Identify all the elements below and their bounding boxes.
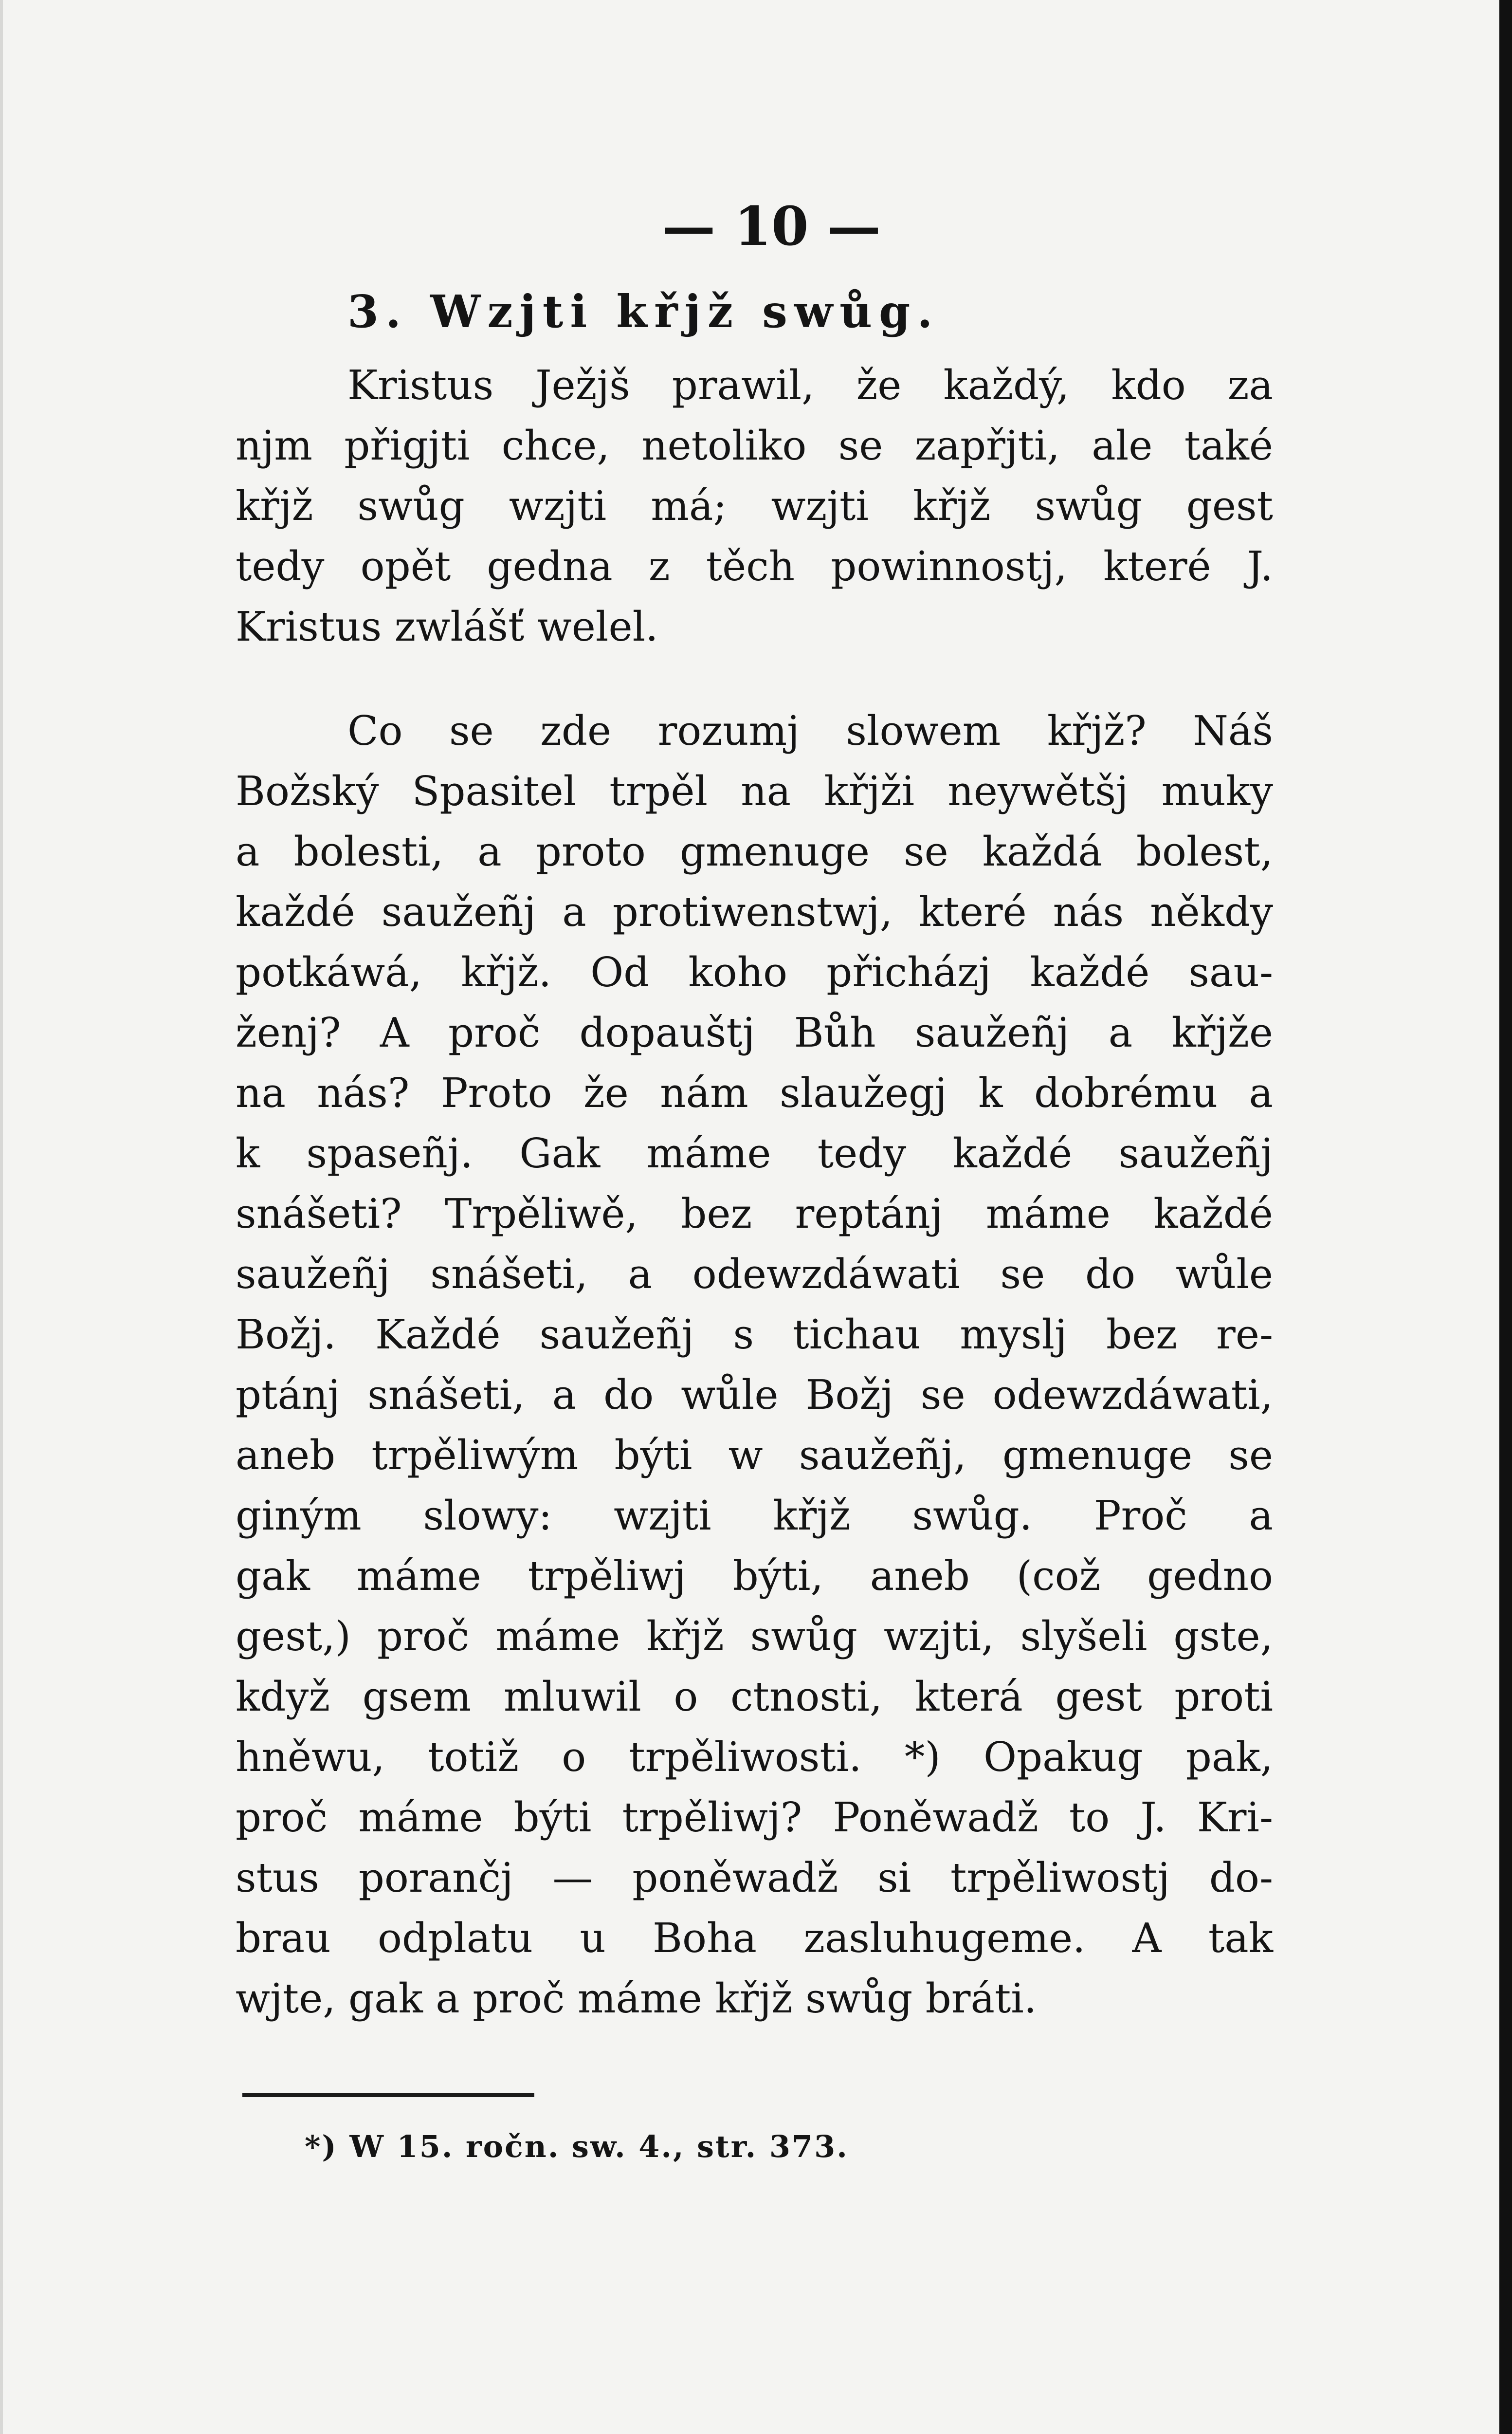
text-line: Božský Spasitel trpěl na křjži neywětšj muky [236, 768, 1273, 815]
text-line: Co se zde rozumj slowem křjž? Náš [347, 707, 1273, 755]
text-line: a bolesti, a proto gmenuge se každá bolest, [236, 828, 1273, 875]
text-line: každé saužeñj a protiwenstwj, které nás někdy [236, 888, 1273, 936]
page-number: — 10 — [662, 195, 881, 258]
text-line: gak máme trpěliwj býti, aneb (což gedno [236, 1552, 1273, 1600]
text-line: na nás? Proto že nám slaužegj k dobrému a [236, 1069, 1273, 1117]
text-line: hněwu, totiž o trpěliwosti. *) Opakug pak, [236, 1733, 1273, 1781]
footnote: *) W 15. ročn. sw. 4., str. 373. [305, 2129, 849, 2164]
footnote-rule [242, 2093, 534, 2097]
text-line: saužeñj snášeti, a odewzdáwati se do wůle [236, 1251, 1273, 1298]
text-line: stus porančj — poněwadž si trpěliwostj do- [236, 1854, 1273, 1901]
text-line: potkáwá, křjž. Od koho přicházj každé sau- [236, 949, 1273, 996]
text-line: ptánj snášeti, a do wůle Božj se odewzdáwati, [236, 1371, 1273, 1419]
text-line: ženj? A proč dopauštj Bůh saužeñj a křjže [236, 1009, 1273, 1056]
text-line: snášeti? Trpěliwě, bez reptánj máme každé [236, 1190, 1273, 1237]
text-line: brau odplatu u Boha zasluhugeme. A tak [236, 1915, 1273, 1962]
text-line: aneb trpěliwým býti w saužeñj, gmenuge se [236, 1432, 1273, 1479]
page-text [236, 190, 1273, 2029]
text-line: wjte, gak a proč máme křjž swůg bráti. [236, 1975, 1037, 2022]
text-line: Kristus Ježjš prawil, že každý, kdo za [347, 362, 1273, 409]
paragraph-1 [236, 355, 1273, 657]
text-line: gest,) proč máme křjž swůg wzjti, slyšeli gste, [236, 1613, 1273, 1660]
text-line: křjž swůg wzjti má; wzjti křjž swůg gest [236, 482, 1273, 530]
text-line: když gsem mluwil o ctnosti, která gest proti [236, 1673, 1273, 1720]
text-line: Božj. Každé saužeñj s tichau myslj bez re- [236, 1311, 1273, 1358]
text-line: njm přigjti chce, netoliko se zapřjti, ale také [236, 422, 1273, 469]
paragraph-gap [236, 657, 1273, 701]
text-line: tedy opět gedna z těch powinnostj, které J. [236, 543, 1273, 590]
paragraph-2 [236, 701, 1273, 2029]
text-line: proč máme býti trpěliwj? Poněwadž to J. Kri- [236, 1794, 1273, 1841]
text-line: Kristus zwlášť welel. [236, 603, 658, 650]
text-line: k spaseñj. Gak máme tedy každé saužeñj [236, 1130, 1273, 1177]
text-line: giným slowy: wzjti křjž swůg. Proč a [236, 1492, 1273, 1539]
section-heading: 3. Wzjti křjž swůg. [347, 285, 940, 338]
